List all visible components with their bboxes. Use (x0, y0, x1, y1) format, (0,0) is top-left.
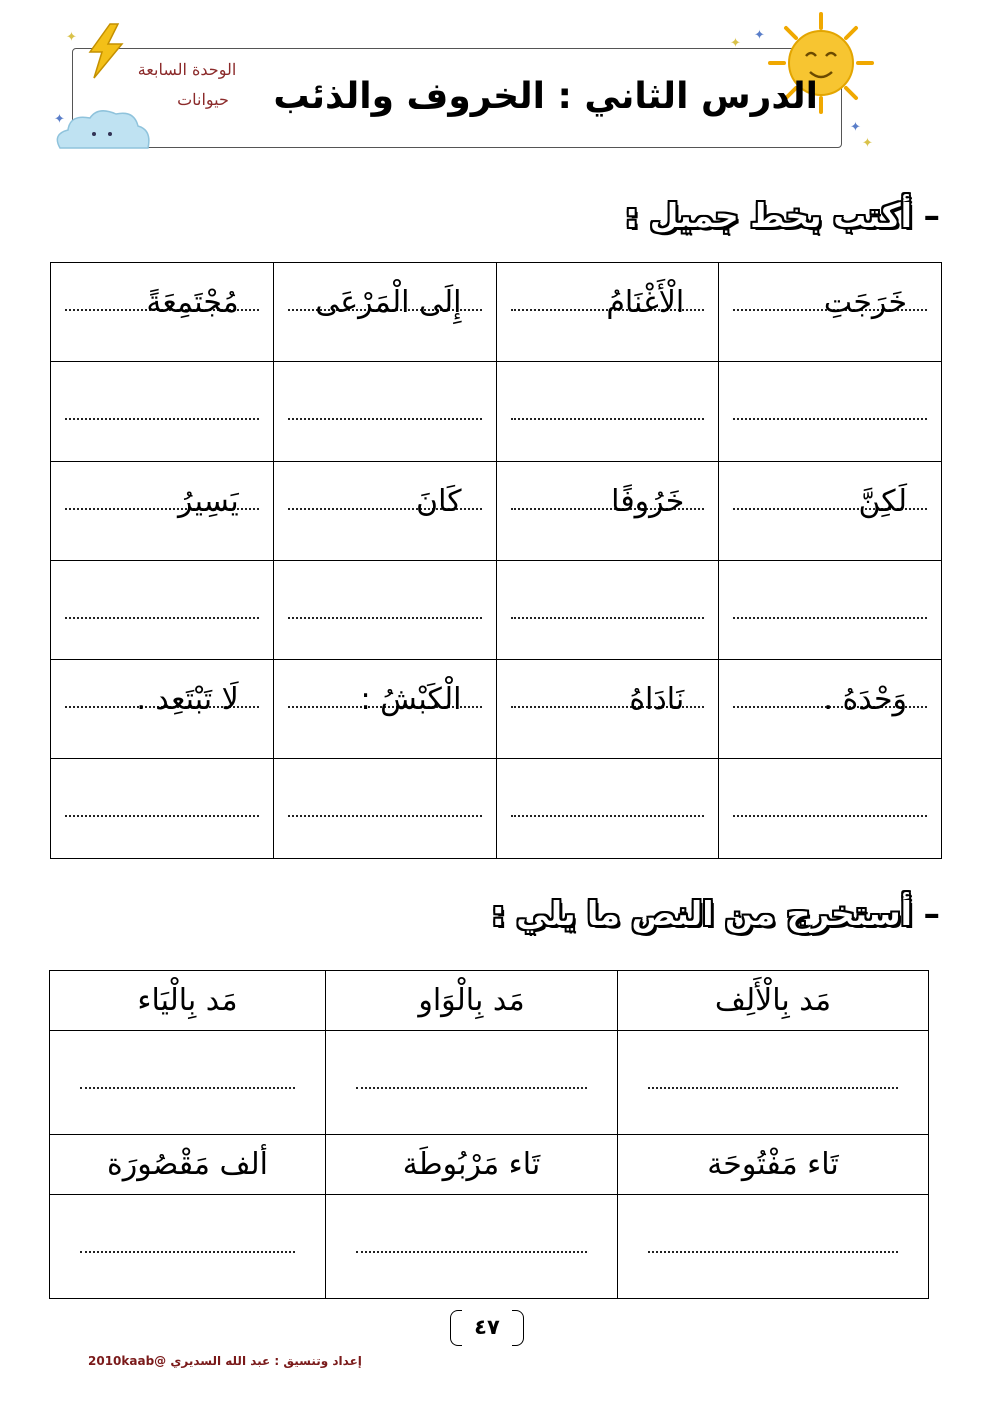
dotted-line (511, 815, 705, 817)
credits-text: إعداد وتنسيق : عبد الله السديري @2010kaab (88, 1354, 362, 1368)
word-cell (496, 461, 719, 560)
table-row (50, 1031, 929, 1135)
dotted-line (65, 418, 259, 420)
dotted-line (356, 1251, 587, 1253)
lesson-banner (54, 28, 873, 152)
dotted-line (733, 418, 927, 420)
star-icon: ✦ (754, 28, 765, 43)
word-cell (273, 263, 496, 362)
lesson-title: الدرس الثاني : الخروف والذئب (273, 76, 818, 117)
dotted-line (65, 617, 259, 619)
writing-cell[interactable] (496, 362, 719, 461)
dotted-line (80, 1251, 295, 1253)
dotted-line (733, 617, 927, 619)
model-word: مُجْتَمِعَةً (146, 285, 239, 320)
page-number-box (450, 1310, 524, 1346)
category-cell (326, 1135, 618, 1195)
table-row (50, 1135, 929, 1195)
model-word: لَا تَبْتَعِد . (136, 682, 239, 718)
dotted-line (511, 418, 705, 420)
category-label: مَد بِالْوَاو (418, 983, 525, 1018)
writing-cell[interactable] (719, 759, 942, 858)
table-row (51, 461, 942, 560)
writing-cell[interactable] (496, 759, 719, 858)
word-cell (51, 263, 274, 362)
answer-cell[interactable] (326, 1195, 618, 1299)
handwriting-table (50, 262, 942, 859)
dotted-line (288, 617, 482, 619)
word-cell (273, 461, 496, 560)
word-cell (496, 660, 719, 759)
word-cell (719, 461, 942, 560)
table-row (51, 560, 942, 659)
table-row (51, 362, 942, 461)
word-cell (719, 660, 942, 759)
dotted-line (511, 617, 705, 619)
writing-cell[interactable] (51, 759, 274, 858)
heading-dash: – (923, 196, 940, 235)
star-icon: ✦ (862, 136, 873, 151)
dotted-line (80, 1087, 295, 1089)
category-label: ألف مَقْصُورَة (106, 1147, 269, 1182)
extraction-table (49, 970, 929, 1299)
model-word: الْكَبْشُ : (360, 682, 462, 718)
category-label: مَد بِالْأَلِف (714, 983, 832, 1018)
writing-cell[interactable] (51, 362, 274, 461)
section2-heading-text: أستخرج من النص ما يلي : (491, 894, 912, 933)
writing-cell[interactable] (51, 560, 274, 659)
heading-dash: – (923, 894, 940, 933)
word-cell (273, 660, 496, 759)
category-cell (50, 1135, 326, 1195)
section2-heading (492, 894, 940, 933)
category-label: مَد بِالْيَاء (137, 983, 238, 1018)
star-icon: ✦ (66, 30, 77, 45)
answer-cell[interactable] (618, 1195, 929, 1299)
dotted-line (288, 418, 482, 420)
table-row (51, 263, 942, 362)
writing-cell[interactable] (273, 560, 496, 659)
section1-heading (625, 196, 940, 235)
dotted-line (648, 1251, 898, 1253)
table-row (51, 759, 942, 858)
word-cell (51, 461, 274, 560)
model-word: وَحْدَهُ . (823, 682, 907, 718)
word-cell (719, 263, 942, 362)
table-row (50, 971, 929, 1031)
section1-heading-text: أكتب بخط جميل : (625, 196, 912, 235)
theme-label: حيوانات (177, 90, 229, 109)
table-row (50, 1195, 929, 1299)
page-number: ٤٧ (474, 1315, 500, 1339)
model-word: خَرَجَتِ (823, 285, 907, 320)
cloud-icon (50, 106, 160, 156)
category-cell (618, 971, 929, 1031)
dotted-line (288, 815, 482, 817)
answer-cell[interactable] (50, 1195, 326, 1299)
category-cell (326, 971, 618, 1031)
star-icon: ✦ (730, 36, 741, 51)
category-label: تَاء مَرْبُوطَة (402, 1147, 541, 1182)
model-word: خَرُوفًا (611, 483, 685, 519)
star-icon: ✦ (850, 120, 861, 135)
answer-cell[interactable] (618, 1031, 929, 1135)
answer-cell[interactable] (326, 1031, 618, 1135)
dotted-line (733, 815, 927, 817)
writing-cell[interactable] (273, 362, 496, 461)
unit-label: الوحدة السابعة (137, 60, 237, 79)
model-word: الْأَغْنَامُ (606, 285, 685, 320)
category-cell (50, 971, 326, 1031)
category-label: تَاء مَفْتُوحَة (707, 1147, 839, 1182)
model-word: نَادَاهُ (629, 682, 685, 718)
category-cell (618, 1135, 929, 1195)
table-row (51, 660, 942, 759)
dotted-line (648, 1087, 898, 1089)
star-icon: ✦ (54, 112, 65, 127)
model-word: لَكِنَّ (858, 483, 907, 519)
model-word: يَسِيرُ (178, 483, 239, 519)
writing-cell[interactable] (496, 560, 719, 659)
answer-cell[interactable] (50, 1031, 326, 1135)
model-word: إِلَى الْمَرْعَى (315, 285, 462, 320)
writing-cell[interactable] (273, 759, 496, 858)
word-cell (496, 263, 719, 362)
writing-cell[interactable] (719, 362, 942, 461)
writing-cell[interactable] (719, 560, 942, 659)
dotted-line (65, 815, 259, 817)
dotted-line (356, 1087, 587, 1089)
model-word: كَانَ (416, 483, 462, 519)
word-cell (51, 660, 274, 759)
